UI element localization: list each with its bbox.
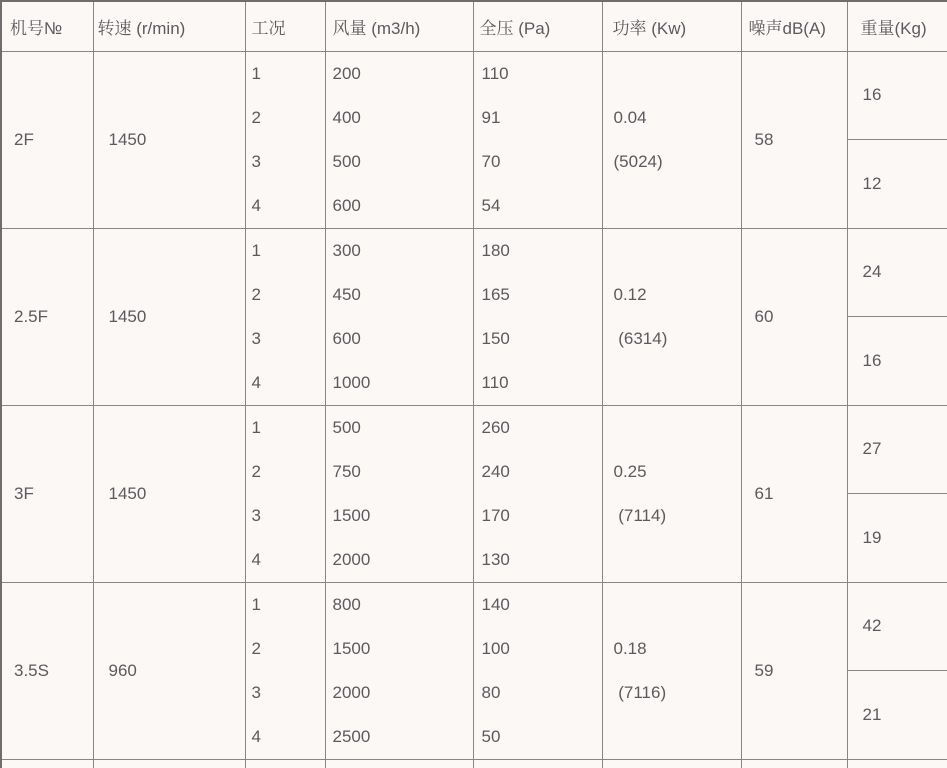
airflow-value: 2000: [332, 682, 371, 702]
pressure-value: 240: [481, 461, 510, 481]
header-power: 功率 (Kw): [602, 1, 741, 51]
airflow-value: 600: [332, 328, 361, 348]
condition-value: 3: [251, 151, 261, 171]
empty-cell: [245, 759, 325, 768]
weight-bottom-cell: 19: [847, 494, 947, 583]
empty-cell: [741, 759, 847, 768]
model-cell: 2F: [1, 51, 93, 228]
condition-value: 3: [251, 682, 261, 702]
pressure-value: 140: [481, 594, 510, 614]
weight-top-cell: 16: [847, 51, 947, 140]
pressure-value: 130: [481, 549, 510, 569]
noise-cell: 60: [741, 228, 847, 405]
pressure-cell: [473, 51, 602, 228]
condition-value: 4: [251, 549, 261, 569]
pressure-value: 170: [481, 505, 510, 525]
header-condition: 工况: [245, 1, 325, 51]
power-cell: [602, 51, 741, 228]
condition-value: 3: [251, 505, 261, 525]
power-spec: (7116): [613, 682, 667, 702]
airflow-cell: [325, 405, 473, 582]
header-weight: 重量(Kg): [847, 1, 947, 51]
pressure-value: 180: [481, 240, 510, 260]
airflow-value: 500: [332, 417, 361, 437]
pressure-cell: [473, 582, 602, 759]
power-cell: [602, 405, 741, 582]
pressure-value: 110: [481, 63, 509, 83]
power-spec: (6314): [613, 328, 668, 348]
pressure-value: 165: [481, 284, 510, 304]
power-cell: [602, 582, 741, 759]
pressure-value: 110: [481, 372, 509, 392]
power-value: 0.25: [613, 461, 647, 481]
condition-cell: [245, 228, 325, 405]
speed-cell: 960: [93, 582, 245, 759]
condition-value: 1: [251, 240, 261, 260]
pressure-value: 54: [481, 195, 501, 215]
empty-cell: [1, 759, 93, 768]
airflow-value: 1000: [332, 372, 371, 392]
airflow-value: 600: [332, 195, 361, 215]
condition-cell: [245, 582, 325, 759]
condition-value: 3: [251, 328, 261, 348]
spacer: [603, 184, 741, 228]
pressure-value: 260: [481, 417, 510, 437]
weight-bottom-cell: 16: [847, 317, 947, 406]
header-model: 机号№: [1, 1, 93, 51]
condition-value: 2: [251, 284, 261, 304]
airflow-cell: [325, 228, 473, 405]
empty-cell: [847, 759, 947, 768]
model-cell: 3.5S: [1, 582, 93, 759]
empty-cell: [93, 759, 245, 768]
pressure-cell: [473, 228, 602, 405]
power-value: 0.12: [613, 284, 647, 304]
spacer: [603, 583, 741, 627]
airflow-value: 2000: [332, 549, 371, 569]
condition-cell: [245, 51, 325, 228]
spacer: [603, 361, 741, 405]
empty-cell: [473, 759, 602, 768]
weight-top-cell: 24: [847, 228, 947, 317]
airflow-cell: [325, 582, 473, 759]
condition-value: 1: [251, 417, 261, 437]
pressure-value: 150: [481, 328, 510, 348]
condition-value: 1: [251, 63, 261, 83]
header-airflow: 风量 (m3/h): [325, 1, 473, 51]
empty-cell: [602, 759, 741, 768]
pressure-value: 80: [481, 682, 501, 702]
condition-value: 4: [251, 195, 261, 215]
pressure-value: 91: [481, 107, 501, 127]
condition-value: 1: [251, 594, 261, 614]
airflow-value: 400: [332, 107, 361, 127]
spacer: [603, 406, 741, 450]
power-spec: (5024): [613, 151, 663, 171]
weight-top-cell: 27: [847, 405, 947, 494]
spacer: [603, 538, 741, 582]
power-spec: (7114): [613, 505, 667, 525]
header-noise: 噪声dB(A): [741, 1, 847, 51]
airflow-value: 450: [332, 284, 361, 304]
table-row-partial: [1, 759, 947, 768]
pressure-value: 70: [481, 151, 501, 171]
airflow-value: 300: [332, 240, 361, 260]
airflow-value: 750: [332, 461, 361, 481]
table-row: [1, 582, 947, 671]
pressure-value: 100: [481, 638, 510, 658]
condition-value: 4: [251, 726, 261, 746]
airflow-value: 500: [332, 151, 361, 171]
spacer: [603, 52, 741, 96]
power-cell: [602, 228, 741, 405]
speed-cell: 1450: [93, 405, 245, 582]
airflow-value: 1500: [332, 505, 371, 525]
power-value: 0.04: [613, 107, 647, 127]
noise-cell: 58: [741, 51, 847, 228]
airflow-cell: [325, 51, 473, 228]
condition-cell: [245, 405, 325, 582]
weight-top-cell: 42: [847, 582, 947, 671]
spacer: [603, 715, 741, 759]
condition-value: 2: [251, 461, 261, 481]
model-cell: 2.5F: [1, 228, 93, 405]
condition-value: 4: [251, 372, 261, 392]
header-pressure: 全压 (Pa): [473, 1, 602, 51]
noise-cell: 59: [741, 582, 847, 759]
spacer: [603, 229, 741, 273]
pressure-value: 50: [481, 726, 501, 746]
weight-bottom-cell: 12: [847, 140, 947, 229]
table-row: [1, 51, 947, 140]
speed-cell: 1450: [93, 228, 245, 405]
weight-bottom-cell: 21: [847, 671, 947, 760]
condition-value: 2: [251, 638, 261, 658]
header-speed: 转速 (r/min): [93, 1, 245, 51]
table-row: [1, 405, 947, 494]
airflow-value: 2500: [332, 726, 371, 746]
condition-value: 2: [251, 107, 261, 127]
airflow-value: 1500: [332, 638, 371, 658]
model-cell: 3F: [1, 405, 93, 582]
pressure-cell: [473, 405, 602, 582]
airflow-value: 200: [332, 63, 361, 83]
speed-cell: 1450: [93, 51, 245, 228]
power-value: 0.18: [613, 638, 647, 658]
airflow-value: 800: [332, 594, 361, 614]
empty-cell: [325, 759, 473, 768]
noise-cell: 61: [741, 405, 847, 582]
header-row: [1, 1, 947, 51]
table-row: [1, 228, 947, 317]
